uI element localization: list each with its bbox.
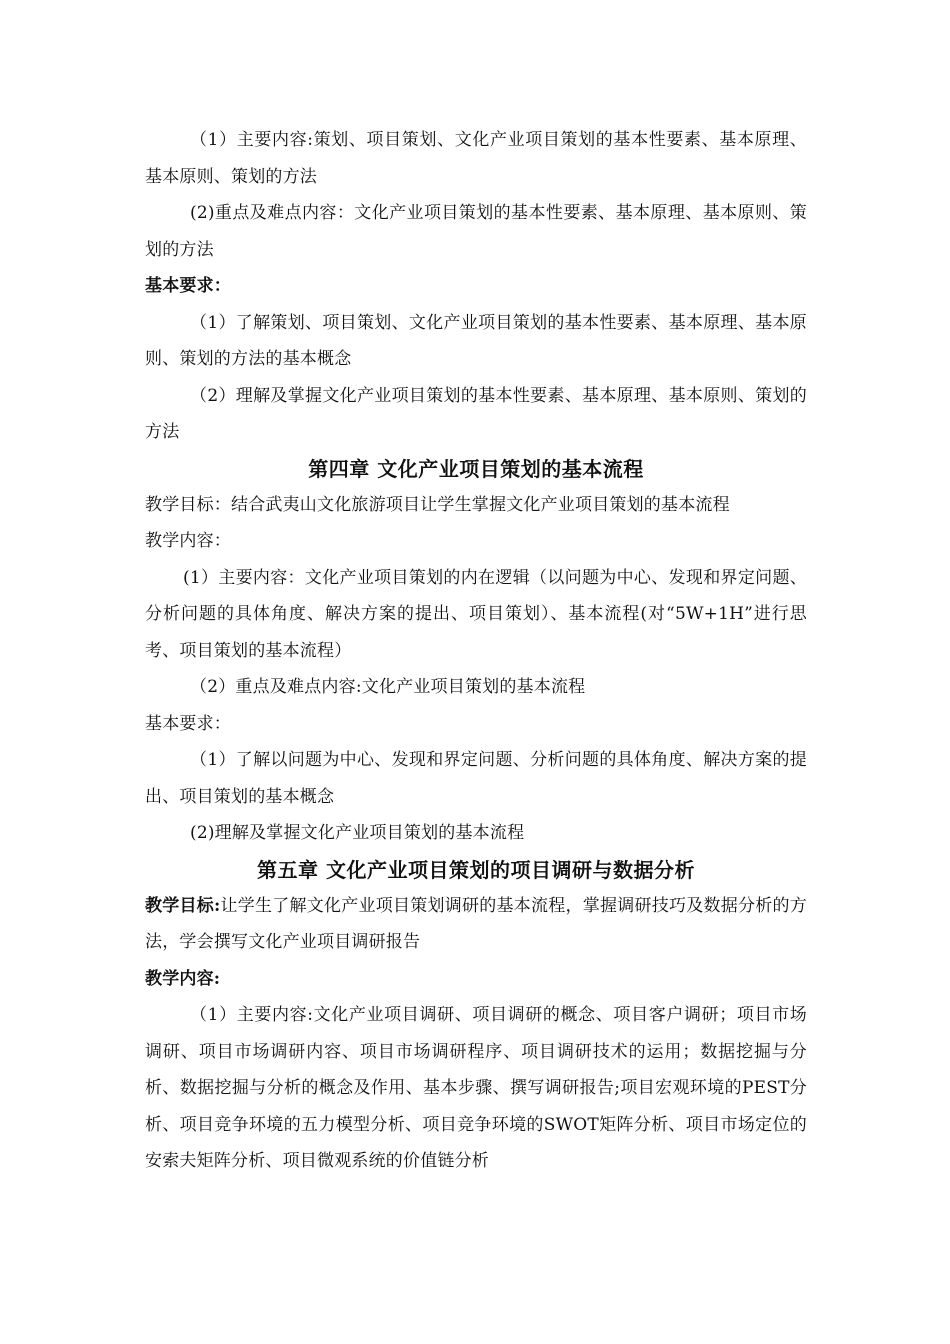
ch5-goal-label: 教学目标: [145,895,221,916]
s3-requirement-1: （1）了解策划、项目策划、文化产业项目策划的基本性要素、基本原理、基本原则、策划的方法的基本概念 [145,312,807,369]
chapter4-title: 第四章 文化产业项目策划的基本流程 [308,456,644,481]
s3-requirements-heading: 基本要求： [145,276,231,296]
ch5-content-heading: 教学内容: [145,968,221,989]
ch5-content-1: （1）主要内容:文化产业项目调研、项目调研的概念、项目客户调研；项目市场调研、项目市场调研内容、项目市场调研程序、项目调研技术的运用；数据挖掘与分析、数据挖掘与分析的概念及作用、基本步骤、撰写调研报告;项目宏观环境的PEST分析、项目竞争环境的五力模型分析、项目竞争环境的SWOT矩阵分析、项目市场定位的安索夫矩阵分析、项目微观系统的价值链分析 [145,1005,807,1171]
ch4-requirement-2: (2)理解及掌握文化产业项目策划的基本流程 [190,823,525,843]
s3-content-2: (2)重点及难点内容：文化产业项目策划的基本性要素、基本原理、基本原则、策划的方法 [145,203,807,260]
ch4-requirements-heading: 基本要求： [145,713,231,734]
ch4-goal: 教学目标：结合武夷山文化旅游项目让学生掌握文化产业项目策划的基本流程 [145,494,730,515]
ch5-goal-text: 让学生了解文化产业项目策划调研的基本流程，掌握调研技巧及数据分析的方法，学会撰写文化产业项目调研报告 [145,895,807,952]
ch4-content-1: (1）主要内容：文化产业项目策划的内在逻辑（以问题为中心、发现和界定问题、分析问题的具体角度、解决方案的提出、项目策划）、基本流程(对“5W+1H”进行思考、项目策划的基本流程） [145,567,807,661]
s3-requirement-2: （2）理解及掌握文化产业项目策划的基本性要素、基本原理、基本原则、策划的方法 [145,385,807,442]
s3-content-1: （1）主要内容:策划、项目策划、文化产业项目策划的基本性要素、基本原理、基本原则、策划的方法 [145,130,807,187]
ch4-requirement-1: （1）了解以问题为中心、发现和界定问题、分析问题的具体角度、解决方案的提出、项目策划的基本概念 [145,750,807,807]
chapter5-title: 第五章 文化产业项目策划的项目调研与数据分析 [257,857,695,882]
ch4-content-heading: 教学内容： [145,531,231,551]
ch5-goal [145,888,807,961]
ch4-content-2: （2）重点及难点内容:文化产业项目策划的基本流程 [190,677,586,697]
